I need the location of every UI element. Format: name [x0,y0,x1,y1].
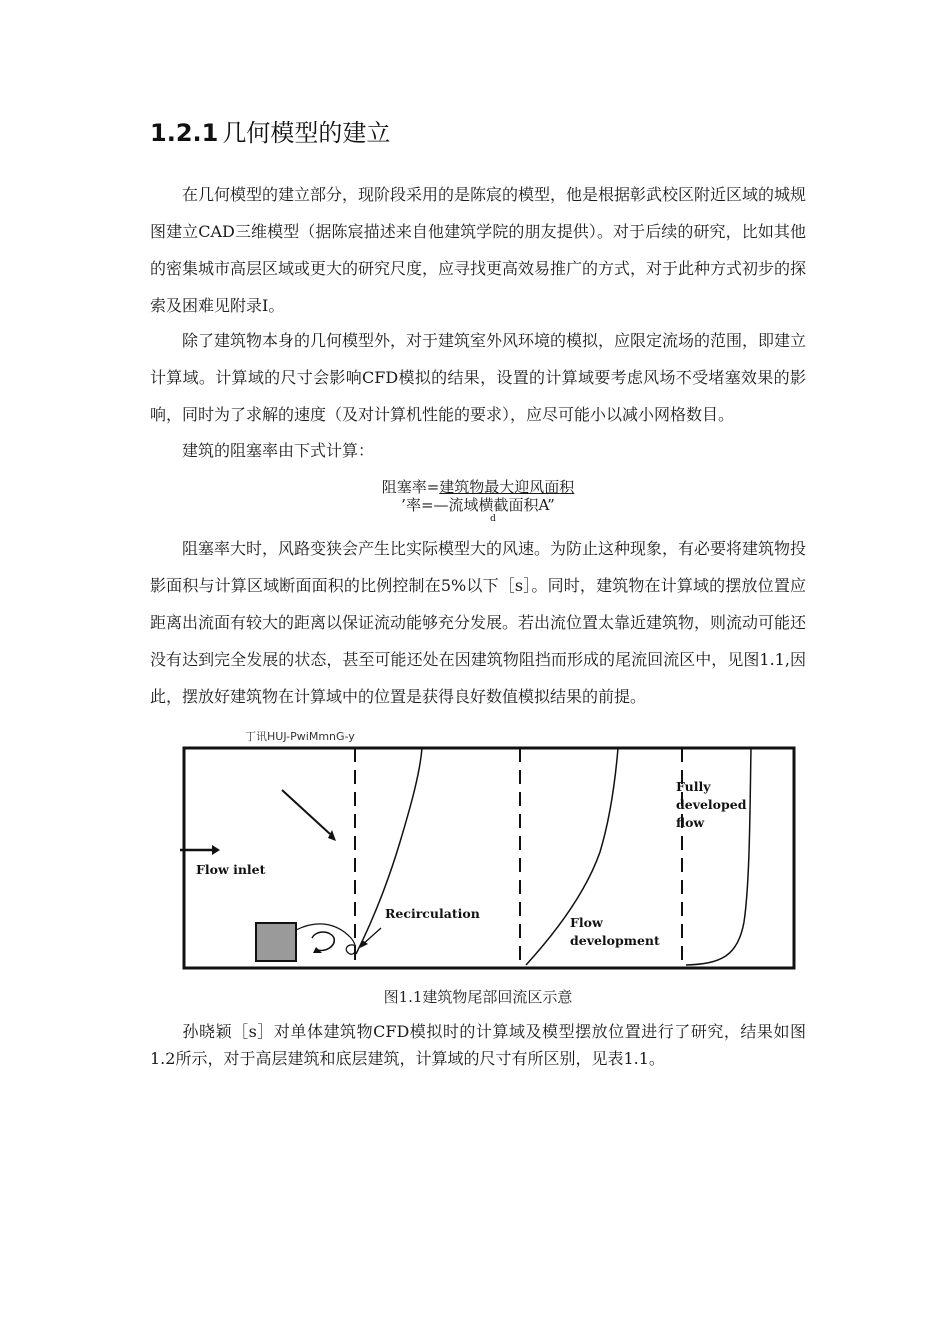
blockage-formula [150,478,806,524]
section-number: 1.2.1 [150,119,219,147]
fully-developed-label-3: flow [676,815,705,830]
velocity-profile-1 [356,748,422,954]
flow-development-label-1: Flow [570,915,603,930]
flow-inlet-label: Flow inlet [196,862,266,877]
formula-numerator: 建筑物最大迎风面积 [439,478,575,496]
paragraph-1 [150,176,806,324]
fully-developed-label-1: Fully [676,779,711,794]
paragraph-5 [150,1018,806,1072]
paragraph-4 [150,530,806,715]
diagonal-arrow-shaft [282,790,330,834]
paragraph-1-text: 在几何模型的建立部分，现阶段采用的是陈宸的模型，他是根据彰武校区附近区域的城规图建立CAD三维模型（据陈宸描述来自他建筑学院的朋友提供）。对于后续的研究，比如其他的密集城市高层区域或更大的研究尺度，应寻找更高效易推广的方式，对于此种方式初步的探索及困难见附录I。 [150,185,807,315]
formula-prefix: 阻塞率= [381,478,440,496]
diagonal-arrow-head [328,830,336,841]
circulation-loop [312,932,334,950]
flow-development-label-2: development [570,933,660,948]
paragraph-5-text: 孙晓颖［s］对单体建筑物CFD模拟时的计算域及模型摆放位置进行了研究，结果如图1.2所示，对于高层建筑和底层建筑，计算域的尺寸有所区别，见表1.1。 [150,1022,806,1068]
formula-line-2: ’率=—流域横截面积A” [401,496,555,514]
paragraph-2 [150,322,806,433]
paragraph-2-text: 除了建筑物本身的几何模型外，对于建筑室外风环境的模拟，应限定流场的范围，即建立计算域。计算域的尺寸会影响CFD模拟的结果，设置的计算域要考虑风场不受堵塞效果的影响，同时为了求解的速度（及对计算机性能的要求），应尽可能小以减小网格数目。 [150,331,807,424]
figure-caption: 图1.1建筑物尾部回流区示意 [383,988,573,1006]
section-title: 几何模型的建立 [222,119,391,147]
figure-top-label: 丁讯HUJ-PwiMmnG-y [245,730,355,743]
recirculation-label: Recirculation [385,906,480,921]
building-block [256,923,296,961]
fully-developed-label-2: developed [676,797,747,812]
recirculation-figure [176,742,800,974]
section-heading [150,113,390,148]
formula-subscript: d [490,514,496,524]
paragraph-3 [150,432,806,469]
inlet-arrow-head [212,845,220,855]
paragraph-4-text: 阻塞率大时，风路变狭会产生比实际模型大的风速。为防止这种现象，有必要将建筑物投影面积与计算区域断面面积的比例控制在5%以下［s］。同时，建筑物在计算域的摆放位置应距离出流面有较大的距离以保证流动能够充分发展。若出流位置太靠近建筑物，则流动可能还没有达到完全发展的状态，甚至可能还处在因建筑物阻挡而形成的尾流回流区中，见图1.1,因此，摆放好建筑物在计算域中的位置是获得良好数值模拟结果的前提。 [150,539,807,706]
paragraph-3-text: 建筑的阻塞率由下式计算： [182,441,375,460]
